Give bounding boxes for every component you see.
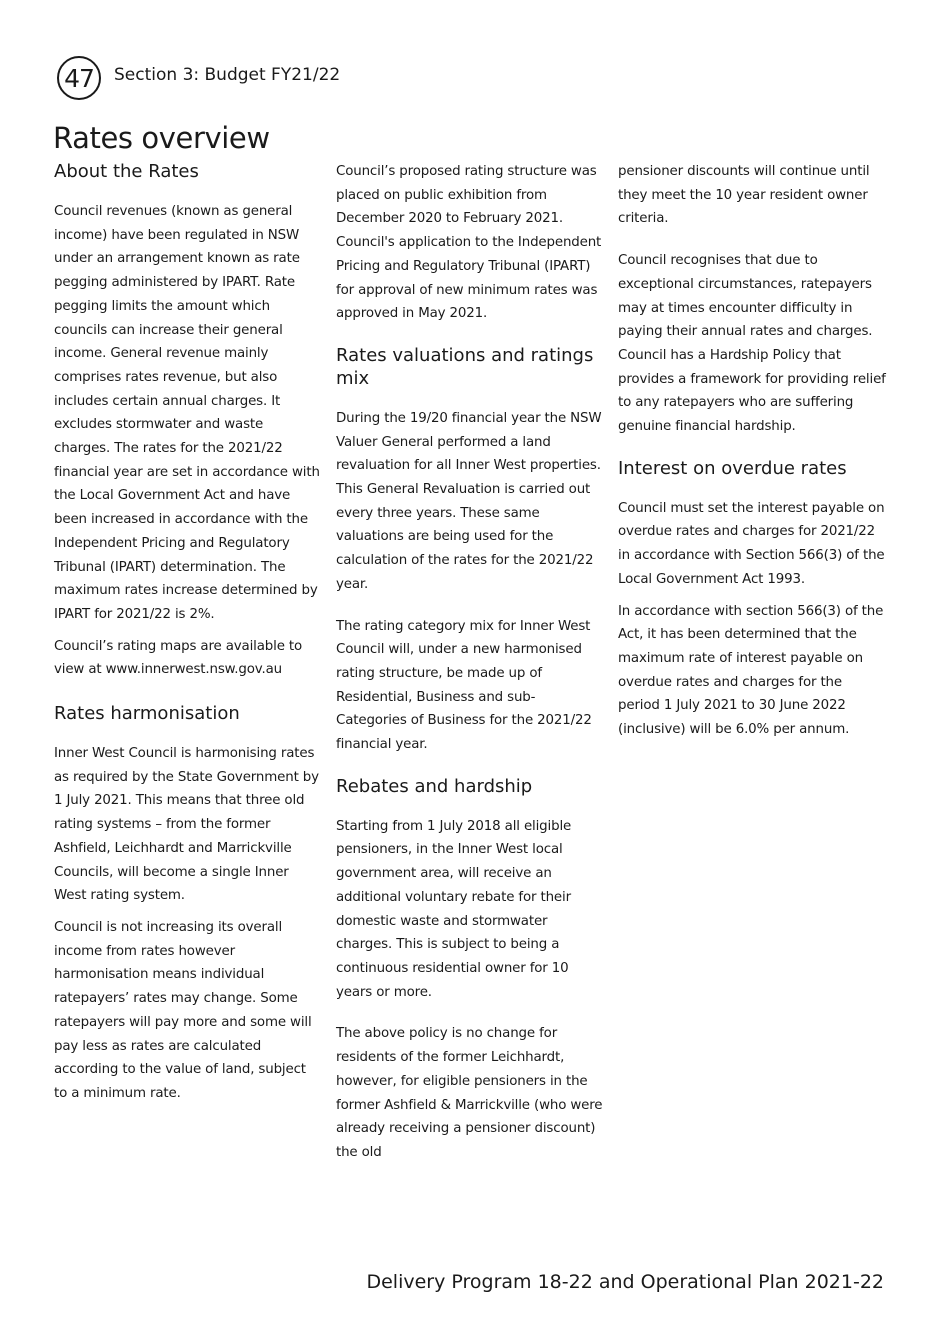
- harmonisation-paragraph-2: Council is not increasing its overall income from rates however harmonisation means individual ratepayers’ rates may change. Some ratepayers will pay more and some will pay less as rates are calculated according to the value of land, subject to a minimum rate.: [54, 919, 312, 1101]
- column-right: [618, 160, 886, 750]
- about-paragraph-1: Council revenues (known as general income) have been regulated in NSW under an arrangement known as rate pegging administered by IPART. Rate pegging limits the amount which councils can increase their general income. General revenue mainly comprises rates revenue, but also includes certain annual charges. It excludes stormwater and waste charges. The rates for the 2021/22 financial year are set in accordance with the Local Government Act and have been increased in accordance with the Independent Pricing and Regulatory Tribunal (IPART) determination. The maximum rates increase determined by IPART for 2021/22 is 2%.: [54, 204, 320, 622]
- interest-paragraph-2: In accordance with section 566(3) of the Act, it has been determined that the maximum rate of interest payable on overdue rates and charges for the period 1 July 2021 to 30 June 2022 (inclusive) will be 6.0% per annum.: [618, 603, 884, 738]
- about-paragraph-2: Council’s rating maps are available to view at www.innerwest.nsw.gov.au: [54, 638, 303, 678]
- rebates-paragraph-3: pensioner discounts will continue until they meet the 10 year resident owner criteria.: [618, 164, 870, 227]
- structure-paragraph: Council’s proposed rating structure was placed on public exhibition from December 2020 to February 2021. Council's application to the Independent Pricing and Regulatory Tribunal (IPART) for approval of new minimum rates was approved in May 2021.: [336, 164, 602, 322]
- rebates-paragraph-2: The above policy is no change for residents of the former Leichhardt, however, for eligible pensioners in the former Ashfield & Marrickville (who were already receiving a pensioner discount) the old: [336, 1026, 603, 1160]
- page-number-badge: [57, 56, 101, 100]
- heading-about-rates: About the Rates: [54, 161, 199, 182]
- valuations-paragraph-1: During the 19/20 financial year the NSW Valuer General performed a land revaluation for all Inner West properties. This General Revaluation is carried out every three years. These same valuations are being used for the calculation of the rates for the 2021/22 year.: [336, 410, 602, 592]
- footer-text: Delivery Program 18-22 and Operational Plan 2021-22: [366, 1271, 884, 1293]
- heading-rebates-hardship: Rebates and hardship: [336, 775, 533, 797]
- valuations-paragraph-2: The rating category mix for Inner West Council will, under a new harmonised rating structure, be made up of Residential, Business and sub-Categories of Business for the 2021/22 financial year.: [336, 618, 592, 753]
- column-middle: [336, 160, 604, 1173]
- heading-rates-harmonisation: Rates harmonisation: [54, 703, 240, 725]
- page-number: 47: [64, 63, 94, 93]
- heading-interest-overdue: Interest on overdue rates: [618, 457, 847, 479]
- column-left: [54, 160, 320, 1114]
- heading-valuations: Rates valuations and ratings mix: [336, 344, 594, 389]
- rebates-paragraph-4: Council recognises that due to exceptional circumstances, ratepayers may at times encounter difficulty in paying their annual rates and charges. Council has a Hardship Policy that provides a framework for providing relief to any ratepayers who are suffering genuine financial hardship.: [618, 253, 886, 435]
- rebates-paragraph-1: Starting from 1 July 2018 all eligible pensioners, in the Inner West local government area, will receive an additional voluntary rebate for their domestic waste and stormwater charges. This is subject to being a continuous residential owner for 10 years or more.: [336, 818, 572, 1000]
- interest-paragraph-1: Council must set the interest payable on overdue rates and charges for 2021/22 in accordance with Section 566(3) of the Local Government Act 1993.: [618, 500, 885, 587]
- section-label: Section 3: Budget FY21/22: [114, 65, 341, 85]
- harmonisation-paragraph-1: Inner West Council is harmonising rates as required by the State Government by 1 July 2021. This means that three old rating systems – from the former Ashfield, Leichhardt and Marrickville Councils, will become a single Inner West rating system.: [54, 746, 319, 904]
- page-title: Rates overview: [53, 121, 270, 155]
